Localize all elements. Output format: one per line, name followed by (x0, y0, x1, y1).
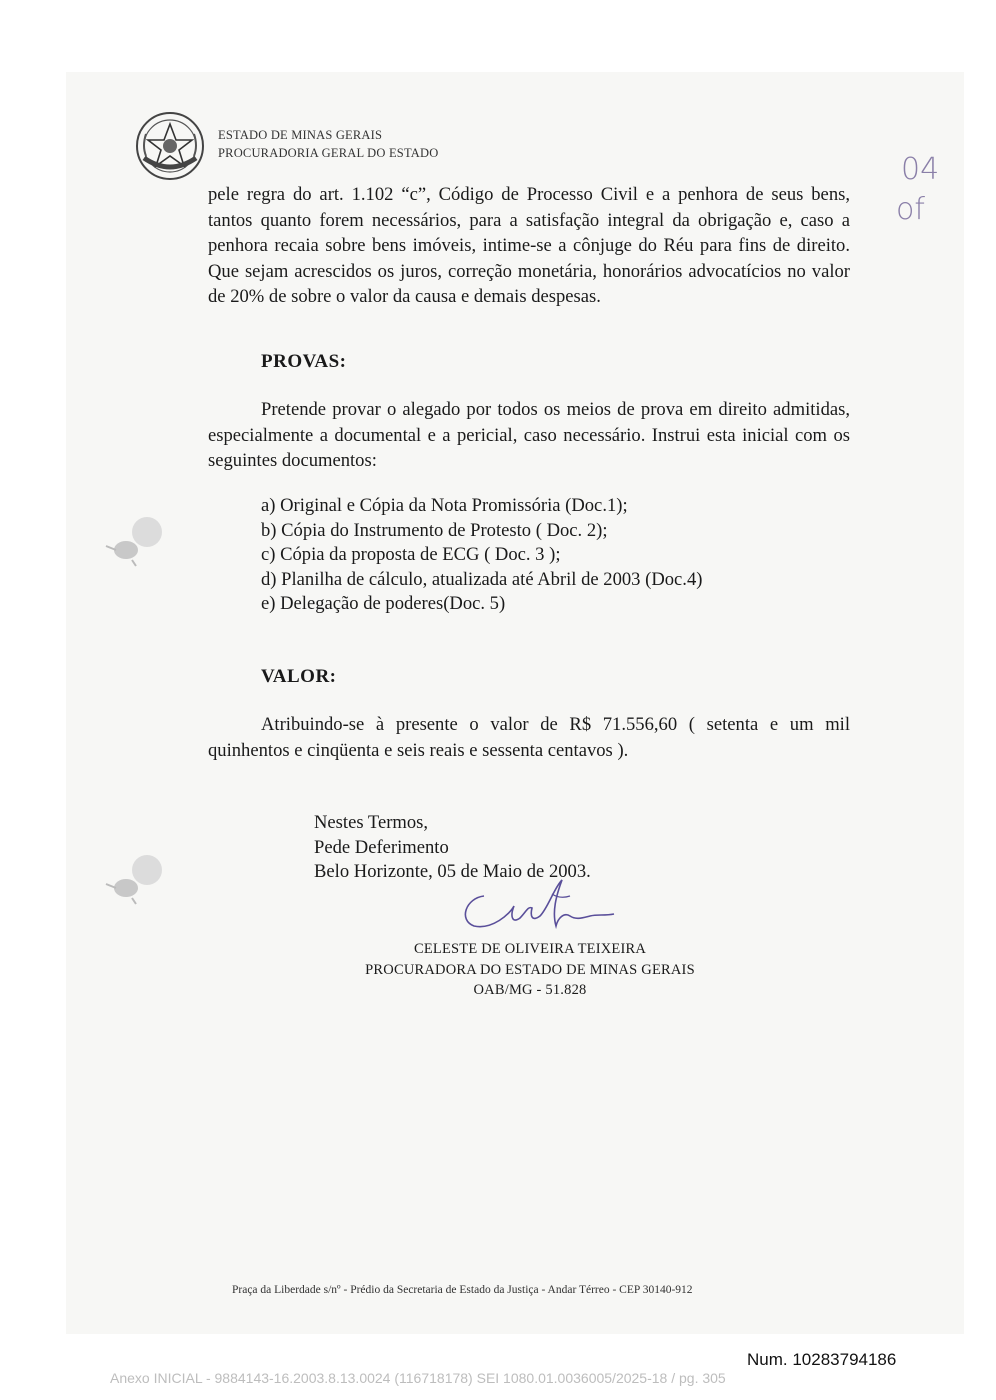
closing-line: Pede Deferimento (314, 836, 449, 858)
closing-block (314, 811, 591, 885)
closing-line: Nestes Termos, (314, 812, 429, 833)
header-state-name: ESTADO DE MINAS GERAIS (218, 128, 383, 142)
document-item: d) Planilha de cálculo, atualizada até Abril de 2003 (Doc.4) (261, 568, 703, 590)
document-item: b) Cópia do Instrumento de Protesto ( Doc. 2); (261, 519, 608, 541)
document-item: c) Cópia da proposta de ECG ( Doc. 3 ); (261, 544, 561, 566)
provas-heading: PROVAS: (261, 351, 347, 372)
signatory-block (340, 939, 720, 1001)
provas-paragraph-text: Pretende provar o alegado por todos os meios de prova em direito admitidas, especialmente a documental e a pericial, caso necessário. Instrui esta inicial com os seguintes documentos: (208, 399, 850, 471)
punch-hole-mark (102, 852, 166, 908)
document-item: a) Original e Cópia da Nota Promissória (Doc.1); (261, 495, 628, 516)
handwritten-page-number: 04 (901, 152, 940, 187)
intro-paragraph: pele regra do art. 1.102 “c”, Código de Processo Civil e a penhora de seus bens, tantos quanto forem necessários, para a satisfação integral da obrigação e, caso a penhora recaia sobre bens imóveis, intime-se a cônjuge do Réu para fins de direito. Que sejam acrescidos os juros, correção monetária, honorários advocatícios no valor de 20% de sobre o valor da causa e demais despesas. (208, 184, 850, 307)
document-number: Num. 10283794186 (747, 1350, 897, 1369)
signatory-name: CELESTE DE OLIVEIRA TEIXEIRA (413, 941, 647, 957)
valor-heading: VALOR: (261, 666, 337, 687)
signatory-title: PROCURADORA DO ESTADO DE MINAS GERAIS (365, 961, 695, 978)
closing-date: Belo Horizonte, 05 de Maio de 2003. (314, 861, 591, 882)
footer-address: Praça da Liberdade s/nº - Prédio da Secretaria de Estado da Justiça - Andar Térreo - CEP 30140-912 (232, 1284, 693, 1296)
signatory-oab: OAB/MG - 51.828 (473, 982, 587, 998)
valor-paragraph-text: Atribuindo-se à presente o valor de R$ 71.556,60 ( setenta e um mil quinhentos e cinqüenta e seis reais e sessenta centavos ). (208, 714, 850, 761)
punch-hole-mark (102, 514, 166, 570)
handwritten-mark: of (896, 192, 925, 227)
valor-paragraph (208, 712, 850, 763)
provas-paragraph (208, 397, 850, 474)
document-item: e) Delegação de poderes(Doc. 5) (261, 593, 506, 615)
system-stamp: Anexo INICIAL - 9884143-16.2003.8.13.0024 (116718178) SEI 1080.01.0036005/2025-18 / pg. 305 (110, 1370, 726, 1386)
documents-list (261, 494, 702, 617)
state-coat-of-arms-emblem (134, 110, 206, 182)
header-department: PROCURADORIA GERAL DO ESTADO (218, 146, 439, 160)
handwritten-signature (452, 876, 622, 940)
